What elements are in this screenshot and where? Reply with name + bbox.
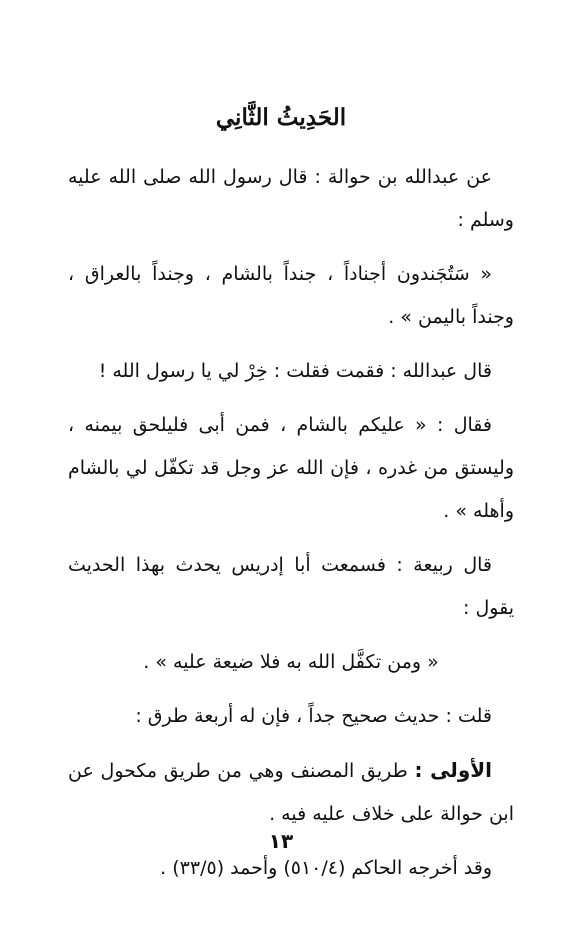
paragraph-text: وقد أخرجه الحاكم (٥١٠/٤) وأحمد (٣٣/٥) . <box>160 857 492 879</box>
paragraph-rabia-report <box>68 544 514 630</box>
paragraph-text: قلت : حديث صحيح جداً ، فإن له أربعة طرق : <box>135 705 492 727</box>
paragraph-hadith-quote <box>68 253 514 339</box>
paragraph-text: « ومن تكفَّل الله به فلا ضيعة عليه » . <box>143 651 439 673</box>
paragraph-text: طريق المصنف وهي من طريق مكحول عن ابن حوالة على خلاف عليه فيه . <box>68 760 514 825</box>
paragraph-text: « سَتُجَندون أجناداً ، جنداً بالشام ، وجنداً بالعراق ، وجنداً باليمن » . <box>68 263 514 328</box>
hadith-body <box>68 156 514 901</box>
paragraph-abdullah-question <box>68 350 514 393</box>
paragraph-authentication <box>68 695 514 738</box>
paragraph-quote-centered <box>68 641 514 684</box>
hadith-heading: الحَدِيثُ الثَّانِي <box>215 104 347 131</box>
paragraph-text: قال ربيعة : فسمعت أبا إدريس يحدث بهذا الحديث يقول : <box>68 554 514 619</box>
paragraph-text: فقال : « عليكم بالشام ، فمن أبى فليلحق بيمنه ، وليستق من غدره ، فإن الله عز وجل قد تكفّل لي بالشام وأهله » . <box>68 414 514 522</box>
paragraph-chain-of-narration <box>68 156 514 242</box>
paragraph-prophet-answer <box>68 404 514 533</box>
paragraph-first-route <box>68 749 514 836</box>
paragraph-lead: الأولى : <box>414 758 492 782</box>
paragraph-text: قال عبدالله : فقمت فقلت : خِرْ لي يا رسول الله ! <box>98 360 492 382</box>
paragraph-text: عن عبدالله بن حوالة : قال رسول الله صلى الله عليه وسلم : <box>68 166 514 231</box>
page-number: ١٣ <box>268 829 294 853</box>
